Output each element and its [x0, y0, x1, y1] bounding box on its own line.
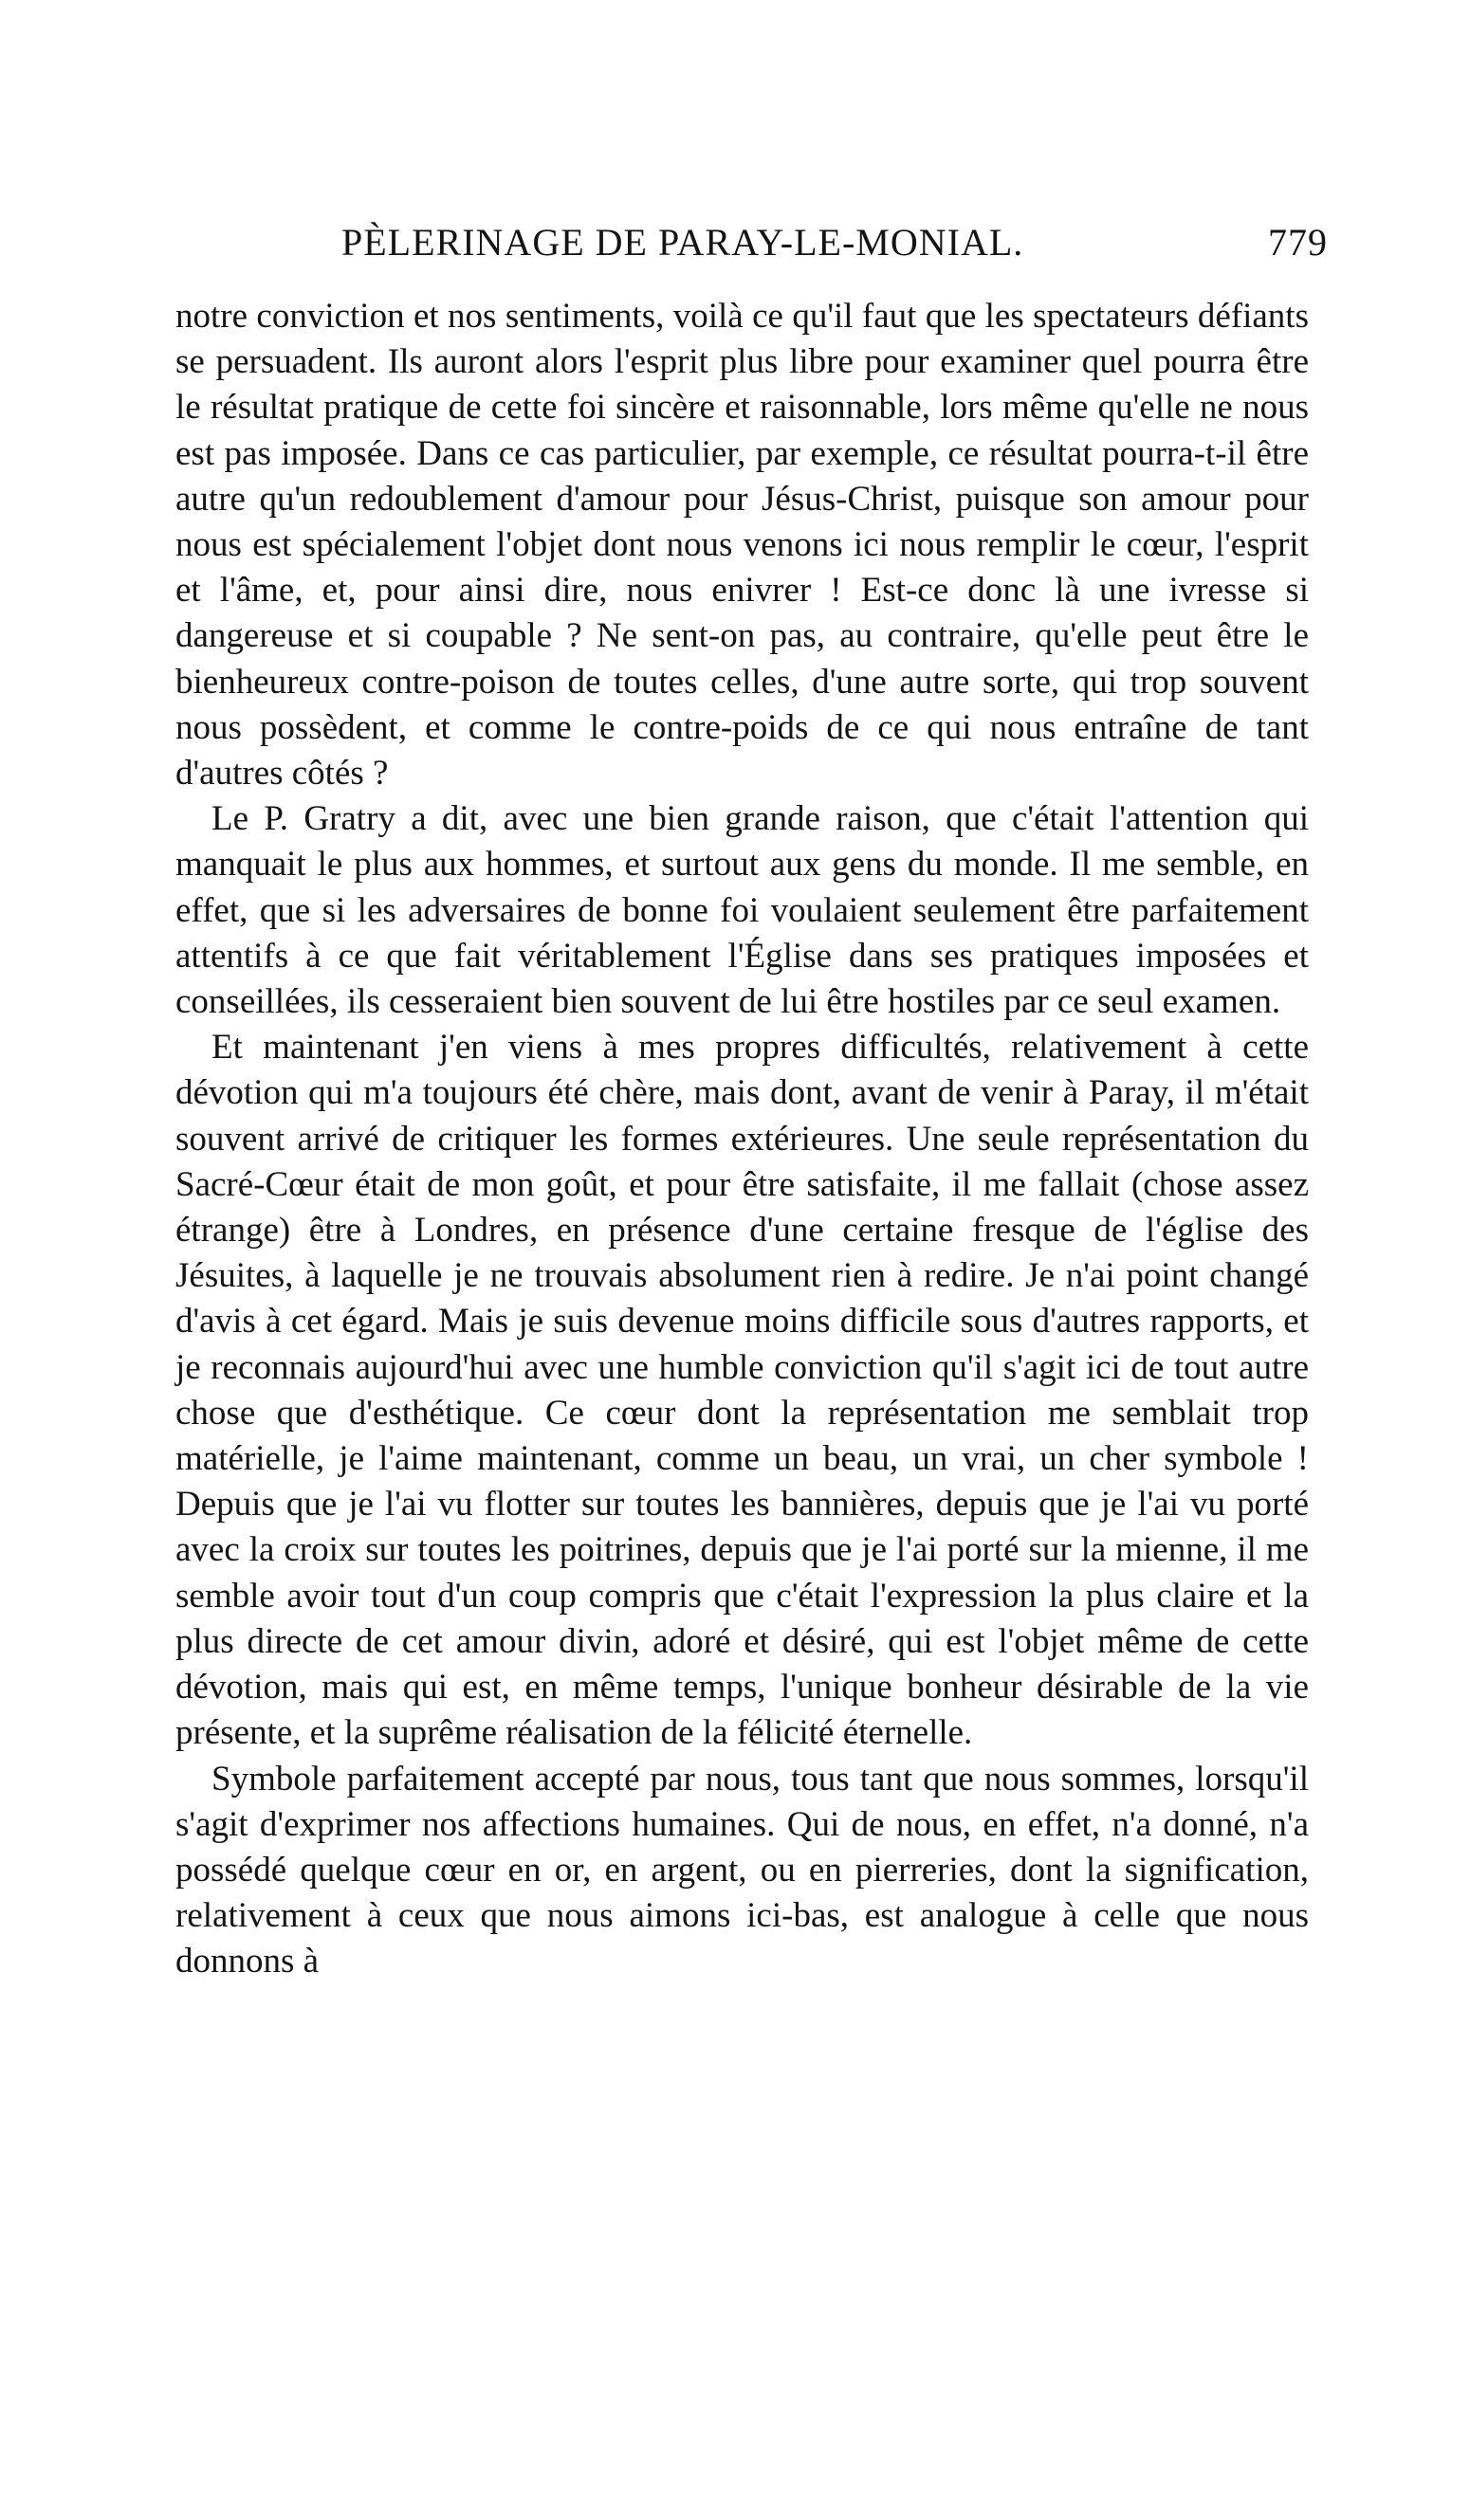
- page-number: 779: [1268, 221, 1328, 264]
- paragraph: Symbole parfaitement accepté par nous, tous tant que nous sommes, lorsqu'il s'agit d'exprimer nos affections humaines. Qui de nous, en effet, n'a donné, n'a possédé quelque cœur en or, en argent, ou en pierreries, dont la signification, relativement à ceux que nous aimons ici-bas, est analogue à celle que nous donnons à: [175, 1759, 1309, 1981]
- body-text: [175, 294, 1309, 1985]
- paragraph: notre conviction et nos sentiments, voilà ce qu'il faut que les spectateurs défiants se persuadent. Ils auront alors l'esprit plus libre pour examiner quel pourra être le résultat pratique de cette foi sincère et raisonnable, lors même qu'elle ne nous est pas imposée. Dans ce cas particulier, par exemple, ce résultat pourra-t-il être autre qu'un redoublement d'amour pour Jésus-Christ, puisque son amour pour nous est spécialement l'objet dont nous venons ici nous remplir le cœur, l'esprit et l'âme, et, pour ainsi dire, nous enivrer ! Est-ce donc là une ivresse si dangereuse et si coupable ? Ne sent-on pas, au contraire, qu'elle peut être le bienheureux contre-poison de toutes celles, d'une autre sorte, qui trop souvent nous possèdent, et comme le contre-poids de ce qui nous entraîne de tant d'autres côtés ?: [175, 297, 1309, 794]
- paragraph: Le P. Gratry a dit, avec une bien grande raison, que c'était l'attention qui manquait le plus aux hommes, et surtout aux gens du monde. Il me semble, en effet, que si les adversaires de bonne foi voulaient seulement être parfaitement attentifs à ce que fait véritablement l'Église dans ses pratiques imposées et conseillées, ils cesseraient bien souvent de lui être hostiles par ce seul examen.: [175, 799, 1309, 1022]
- running-head: [341, 220, 1328, 277]
- running-title: PÈLERINAGE DE PARAY-LE-MONIAL.: [341, 221, 1024, 264]
- paragraph: Et maintenant j'en viens à mes propres difficultés, relativement à cette dévotion qui m'a toujours été chère, mais dont, avant de venir à Paray, il m'était souvent arrivé de critiquer les formes extérieures. Une seule représentation du Sacré-Cœur était de mon goût, et pour être satisfaite, il me fallait (chose assez étrange) être à Londres, en présence d'une certaine fresque de l'église des Jésuites, à laquelle je ne trouvais absolument rien à redire. Je n'ai point changé d'avis à cet égard. Mais je suis devenue moins difficile sous d'autres rapports, et je reconnais aujourd'hui avec une humble conviction qu'il s'agit ici de tout autre chose que d'esthétique. Ce cœur dont la représentation me semblait trop matérielle, je l'aime maintenant, comme un beau, un vrai, un cher symbole ! Depuis que je l'ai vu flotter sur toutes les bannières, depuis que je l'ai vu porté avec la croix sur toutes les poitrines, depuis que je l'ai porté sur la mienne, il me semble avoir tout d'un coup compris que c'était l'expression la plus claire et la plus directe de cet amour divin, adoré et désiré, qui est l'objet même de cette dévotion, mais qui est, en même temps, l'unique bonheur désirable de la vie présente, et la suprême réalisation de la félicité éternelle.: [175, 1028, 1309, 1753]
